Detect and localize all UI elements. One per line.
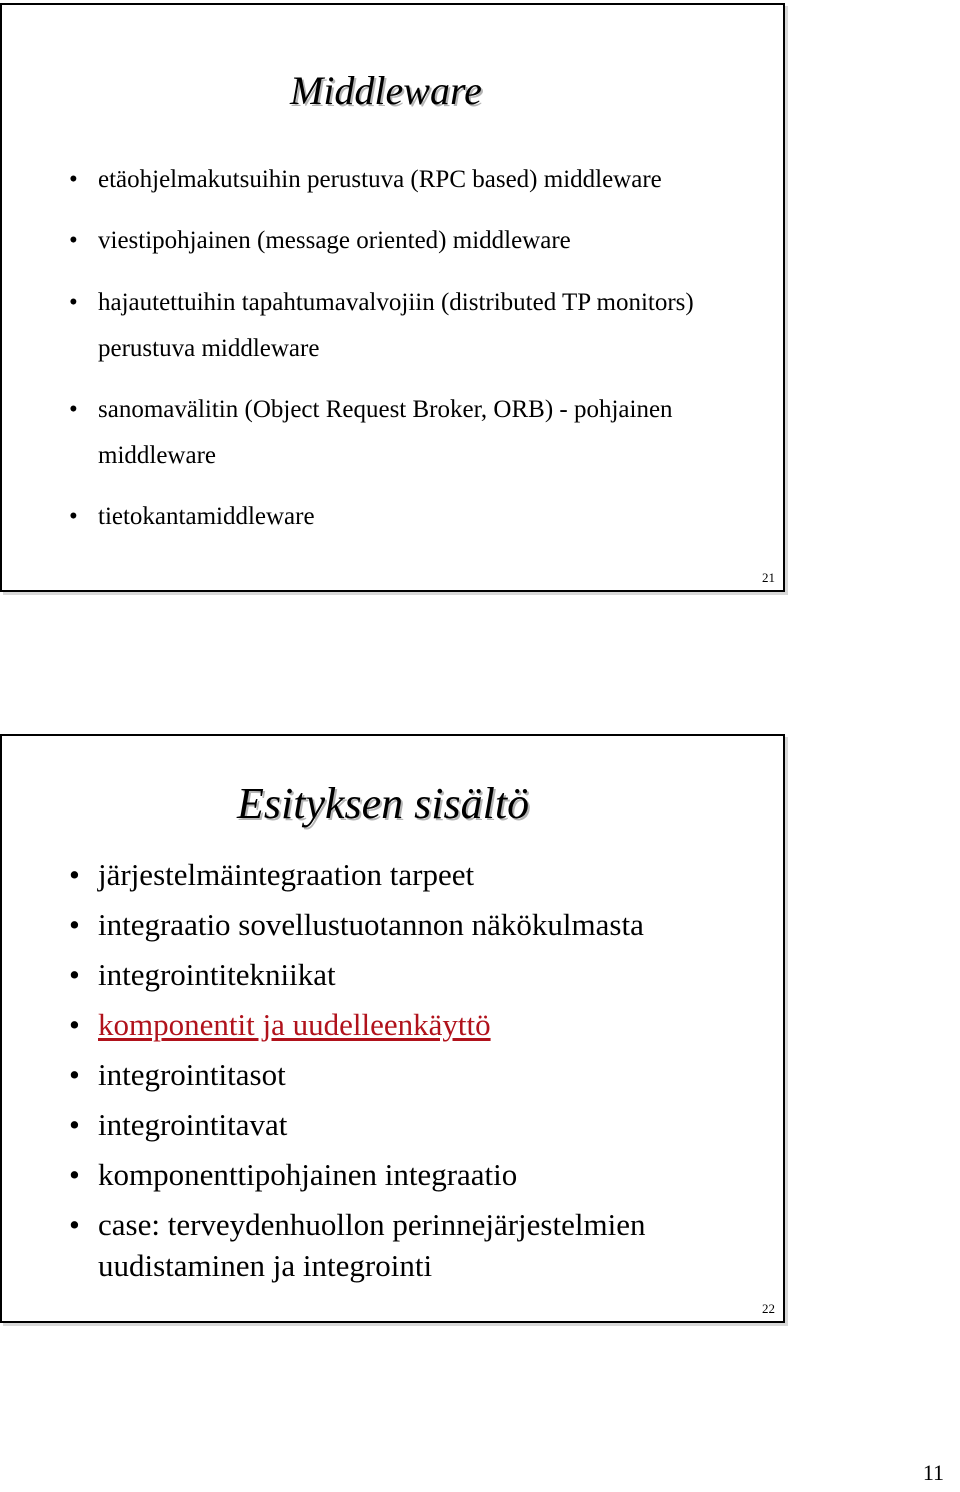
hyperlink[interactable]: komponentit ja uudelleenkäyttö: [98, 1007, 491, 1042]
bullet-icon: •: [69, 957, 80, 992]
bullet-icon: •: [69, 857, 80, 892]
bullet-icon: •: [69, 1057, 80, 1092]
slide-22: [0, 734, 785, 1323]
bullet-item-link[interactable]: [2, 1004, 783, 1045]
bullet-item: • järjestelmäintegraation tarpeet: [2, 854, 783, 895]
page-number: 11: [922, 1460, 944, 1485]
bullet-icon: •: [69, 503, 78, 530]
bullet-item: • etäohjelmakutsuihin perustuva (RPC based) middleware: [2, 157, 783, 203]
bullet-item: • sanomavälitin (Object Request Broker, ORB) - pohjainen middleware: [2, 387, 783, 479]
bullet-list: [2, 854, 783, 1295]
bullet-item: • viestipohjainen (message oriented) middleware: [2, 218, 783, 264]
slide-title: Esityksen sisältö: [237, 779, 530, 828]
slide-21: [0, 3, 785, 592]
bullet-icon: •: [69, 396, 78, 423]
bullet-item: • case: terveydenhuollon perinnejärjestelmien uudistaminen ja integrointi: [2, 1204, 783, 1286]
bullet-item: • integraatio sovellustuotannon näkökulmasta: [2, 904, 783, 945]
bullet-list: [2, 157, 783, 556]
bullet-icon: •: [69, 166, 78, 193]
bullet-item: • komponenttipohjainen integraatio: [2, 1154, 783, 1195]
bullet-icon: •: [69, 1157, 80, 1192]
bullet-icon: •: [69, 1007, 80, 1042]
slide-number: 22: [762, 1301, 775, 1316]
bullet-item: • integrointitavat: [2, 1104, 783, 1145]
bullet-icon: •: [69, 907, 80, 942]
bullet-icon: •: [69, 1207, 80, 1242]
bullet-item: • hajautettuihin tapahtumavalvojiin (distributed TP monitors) perustuva middleware: [2, 280, 783, 372]
bullet-icon: •: [69, 1107, 80, 1142]
slide-number: 21: [762, 570, 775, 585]
bullet-icon: •: [69, 289, 78, 316]
bullet-item: • tietokantamiddleware: [2, 494, 783, 540]
slide-title: Middleware: [290, 68, 482, 113]
bullet-item: • integrointitasot: [2, 1054, 783, 1095]
bullet-item: • integrointitekniikat: [2, 954, 783, 995]
bullet-icon: •: [69, 227, 78, 254]
